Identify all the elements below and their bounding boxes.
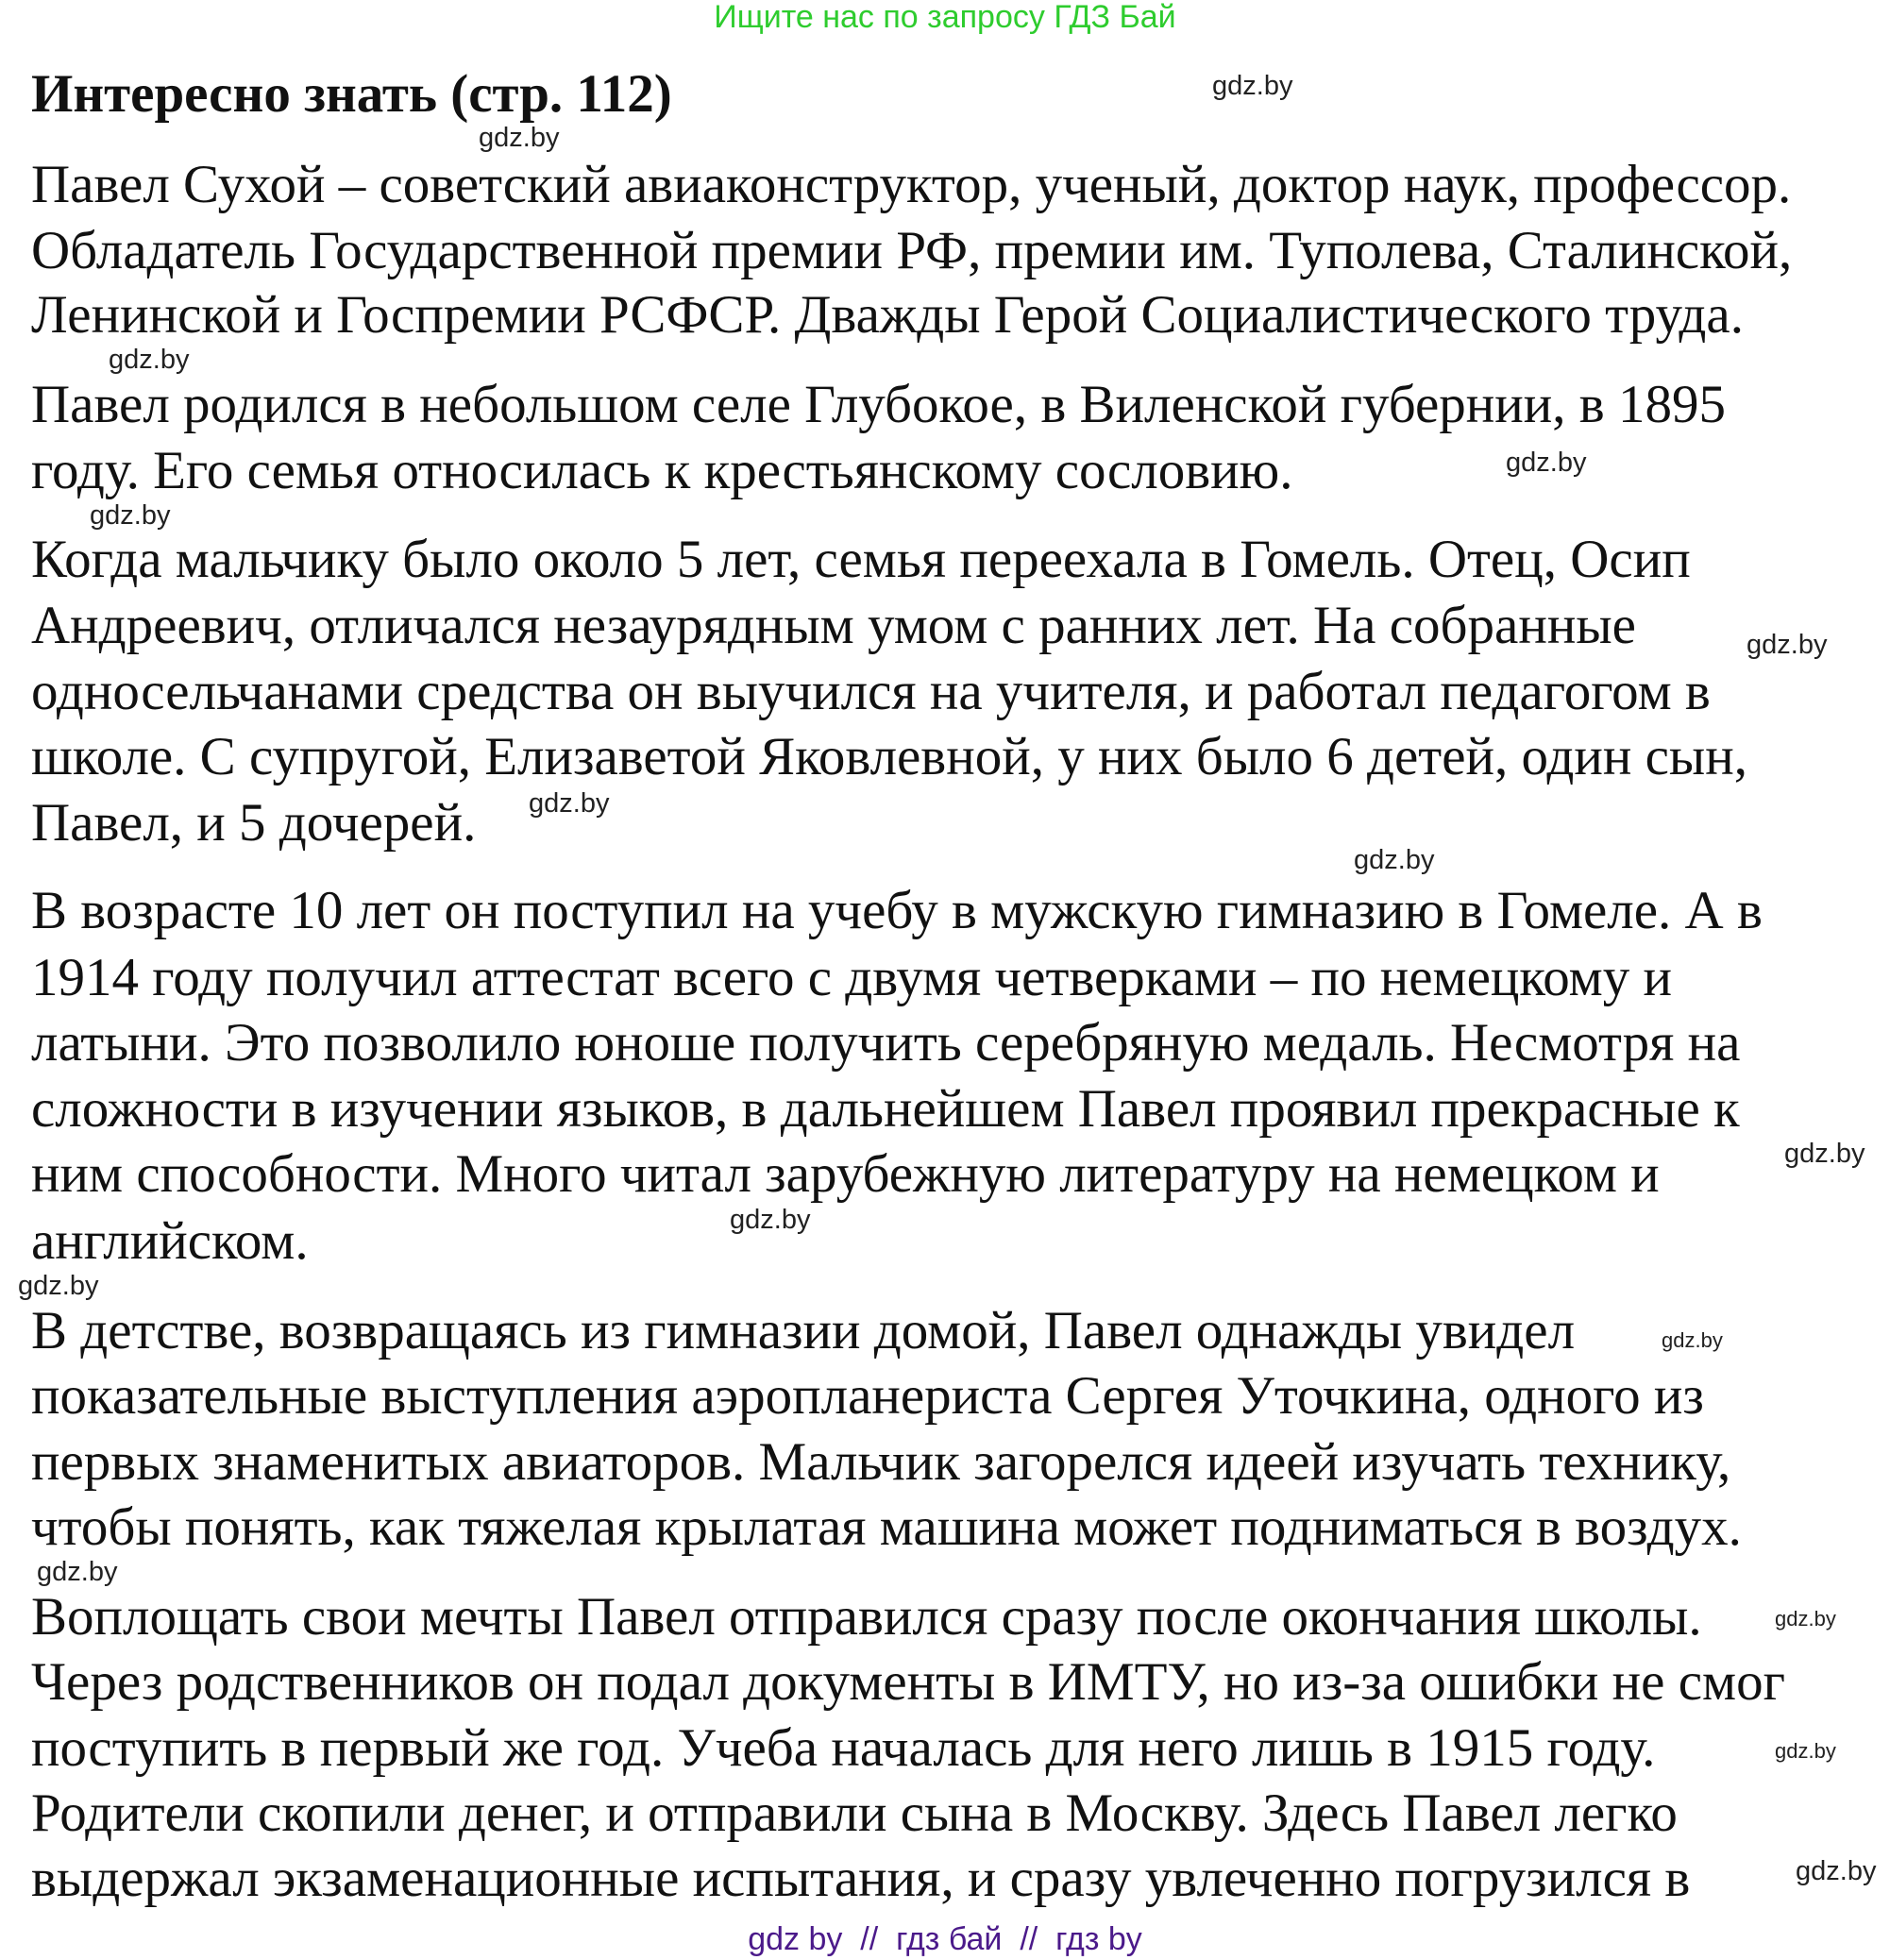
text-line: ним способности. Много читал зарубежную литературу на немецком и (31, 1144, 1660, 1204)
text-line: Ленинской и Госпремии РСФСР. Дважды Герой Социалистического труда. (31, 285, 1744, 345)
watermark: gdz.by (18, 1271, 99, 1301)
watermark: gdz.by (479, 123, 560, 153)
watermark: gdz.by (109, 345, 190, 375)
watermark: gdz.by (1354, 845, 1435, 875)
header-banner: Ищите нас по запросу ГДЗ Бай (714, 0, 1176, 35)
text-line: сложности в изучении языков, в дальнейшем Павел проявил прекрасные к (31, 1079, 1740, 1139)
footer-banner: gdz by // гдз бай // гдз by (748, 1921, 1142, 1957)
text-line: выдержал экзаменационные испытания, и сразу увлеченно погрузился в (31, 1849, 1691, 1908)
text-line: латыни. Это позволило юноше получить серебряную медаль. Несмотря на (31, 1013, 1741, 1073)
text-line: 1914 году получил аттестат всего с двумя четверками – по немецкому и (31, 948, 1672, 1007)
text-line: Родители скопили денег, и отправили сына в Москву. Здесь Павел легко (31, 1783, 1678, 1843)
text-line: Андреевич, отличался незаурядным умом с ранних лет. На собранные (31, 596, 1636, 655)
text-line: В возрасте 10 лет он поступил на учебу в мужскую гимназию в Гомеле. А в (31, 881, 1763, 940)
text-line: Павел родился в небольшом селе Глубокое, в Виленской губернии, в 1895 (31, 375, 1726, 434)
watermark: gdz.by (90, 500, 171, 531)
text-line: первых знаменитых авиаторов. Мальчик загорелся идеей изучать технику, (31, 1432, 1731, 1492)
text-line: английском. (31, 1211, 309, 1271)
text-line: В детстве, возвращаясь из гимназии домой, Павел однажды увидел (31, 1301, 1576, 1360)
text-line: поступить в первый же год. Учеба началась для него лишь в 1915 году. (31, 1718, 1656, 1778)
watermark: gdz.by (1775, 1739, 1836, 1763)
watermark: gdz.by (1747, 630, 1828, 660)
watermark: gdz.by (730, 1205, 811, 1235)
watermark: gdz.by (1784, 1139, 1865, 1169)
watermark: gdz.by (1796, 1856, 1877, 1886)
text-line: Через родственников он подал документы в ИМТУ, но из-за ошибки не смог (31, 1652, 1785, 1712)
text-line: Павел Сухой – советский авиаконструктор, ученый, доктор наук, профессор. (31, 155, 1792, 214)
watermark: gdz.by (1662, 1328, 1723, 1352)
watermark: gdz.by (529, 788, 610, 819)
text-line: чтобы понять, как тяжелая крылатая машина может подниматься в воздух. (31, 1497, 1742, 1557)
watermark: gdz.by (1506, 448, 1587, 478)
text-line: Павел, и 5 дочерей. (31, 793, 477, 853)
watermark: gdz.by (1775, 1607, 1836, 1631)
text-line: односельчанами средства он выучился на учителя, и работал педагогом в (31, 662, 1711, 721)
text-line: показательные выступления аэропланериста Сергея Уточкина, одного из (31, 1366, 1704, 1426)
watermark: gdz.by (37, 1557, 118, 1587)
text-line: году. Его семья относилась к крестьянскому сословию. (31, 441, 1293, 500)
text-line: Обладатель Государственной премии РФ, премии им. Туполева, Сталинской, (31, 221, 1793, 280)
text-line: школе. С супругой, Елизаветой Яковлевной, у них было 6 детей, один сын, (31, 727, 1747, 786)
text-line: Когда мальчику было около 5 лет, семья переехала в Гомель. Отец, Осип (31, 530, 1691, 589)
text-line: Воплощать свои мечты Павел отправился сразу после окончания школы. (31, 1587, 1702, 1647)
watermark: gdz.by (1212, 71, 1293, 101)
page-title: Интересно знать (стр. 112) (31, 64, 672, 124)
